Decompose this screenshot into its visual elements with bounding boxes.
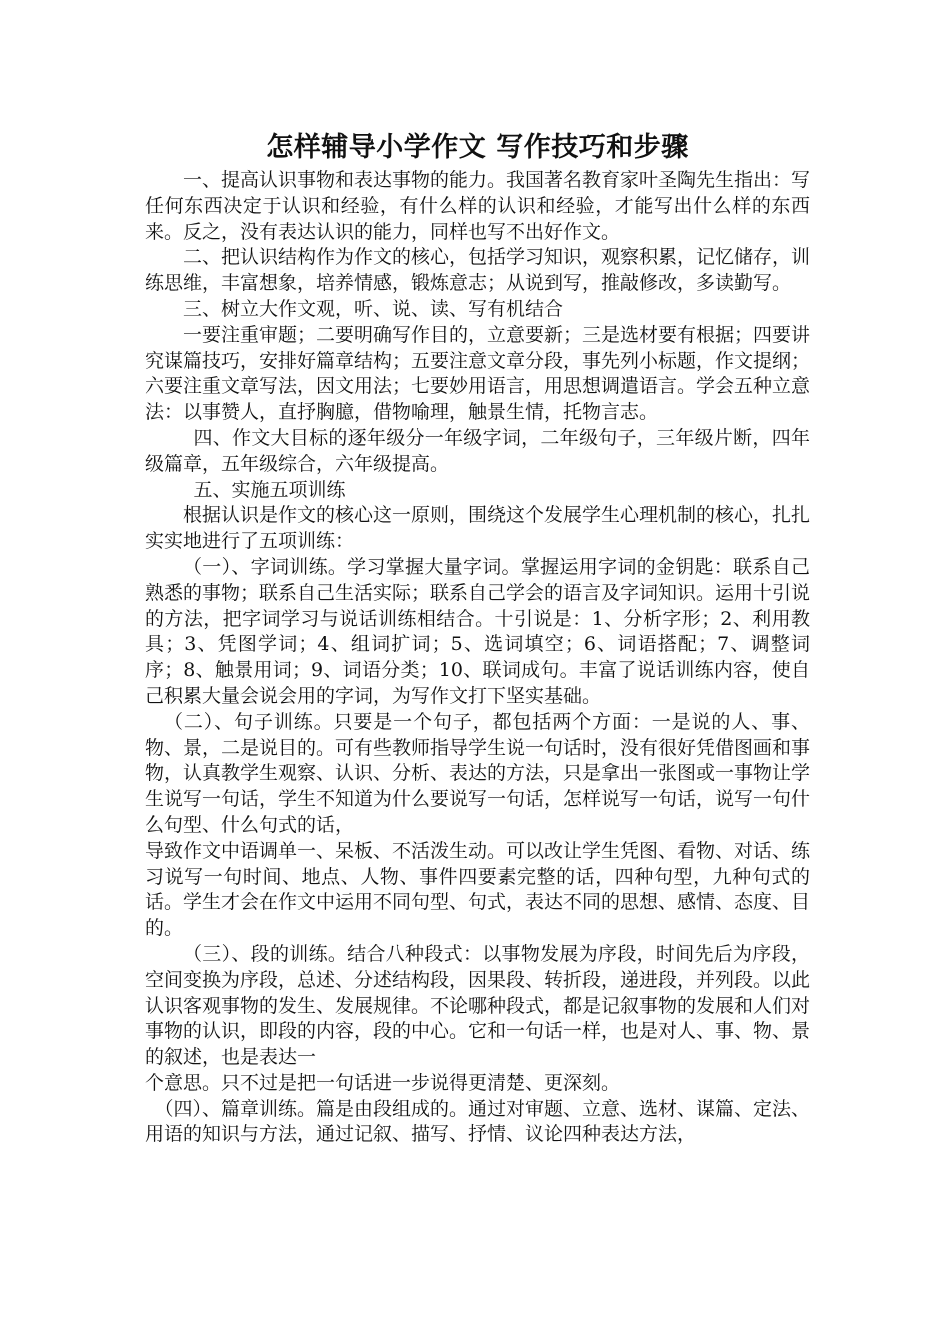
paragraph: 二、把认识结构作为作文的核心，包括学习知识，观察积累，记忆储存，训练思维，丰富想象，培养情感，锻炼意志；从说到写，推敲修改，多读勤写。 [145,246,811,295]
document-title: 怎样辅导小学作文 写作技巧和步骤 [266,132,689,163]
paragraph: （二）、句子训练。只要是一个句子，都包括两个方面：一是说的人、事、物、景，二是说目的。可有些教师指导学生说一句话时，没有很好凭借图画和事物，认真教学生观察、认识、分析、表达的方法，只是拿出一张图或一事物让学生说写一句话，学生不知道为什么要说写一句话，怎样说写一句话，说写一句什么句型、什么句式的话， [145,710,811,836]
paragraph: 导致作文中语调单一、呆板、不活泼生动。可以改让学生凭图、看物、对话、练习说写一句时间、地点、人物、事件四要素完整的话，四种句型，九种句式的话。学生才会在作文中运用不同句型、句式，表达不同的思想、感情、态度、目的。 [145,839,811,940]
paragraph: 个意思。只不过是把一句话进一步说得更清楚、更深刻。 [145,1071,621,1094]
paragraph: （三）、段的训练。结合八种段式：以事物发展为序段，时间先后为序段，空间变换为序段，总述、分述结构段，因果段、转折段，递进段，并列段。以此认识客观事物的发生、发展规律。不论哪种段式，都是记叙事物的发展和人们对事物的认识，即段的内容，段的中心。它和一句话一样，也是对人、事、物、景的叙述，也是表达一 [145,942,811,1069]
paragraph: 四、作文大目标的逐年级分一年级字词，二年级句子，三年级片断，四年级篇章，五年级综合，六年级提高。 [145,426,810,475]
paragraph: 一、提高认识事物和表达事物的能力。我国著名教育家叶圣陶先生指出：写任何东西决定于认识和经验，有什么样的认识和经验，才能写出什么样的东西来。反之，没有表达认识的能力，同样也写不出好作文。 [145,169,811,243]
paragraph: （一）、字词训练。学习掌握大量字词。掌握运用字词的金钥匙：联系自己熟悉的事物；联系自己生活实际；联系自己学会的语言及字词知识。运用十引说的方法，把字词学习与说话训练相结合。十引说是：1、分析字形；2、利用教具；3、凭图学词；4、组词扩词；5、选词填空；6、词语搭配；7、调整词序；8、触景用词；9、词语分类；10、联词成句。丰富了说话训练内容，使自己积累大量会说会用的字词，为写作文打下坚实基础。 [145,555,811,707]
paragraph: 一要注重审题；二要明确写作目的，立意要新；三是选材要有根据；四要讲究谋篇技巧，安排好篇章结构；五要注意文章分段，事先列小标题，作文提纲；六要注重文章写法，因文用法；七要妙用语言，用思想调遣语言。学会五种立意法：以事赞人，直抒胸臆，借物喻理，触景生情，托物言志。 [145,323,811,424]
paragraph: 五、实施五项训练 [193,478,346,501]
paragraph: 三、树立大作文观，听、说、读、写有机结合 [183,297,564,320]
paragraph: 根据认识是作文的核心这一原则，围绕这个发展学生心理机制的核心，扎扎实实地进行了五项训练： [145,504,811,553]
paragraph: （四）、篇章训练。篇是由段组成的。通过对审题、立意、选材、谋篇、定法、用语的知识与方法，通过记叙、描写、抒情、议论四种表达方法， [145,1097,811,1146]
document-body [145,168,810,1148]
document-page [145,128,810,1148]
